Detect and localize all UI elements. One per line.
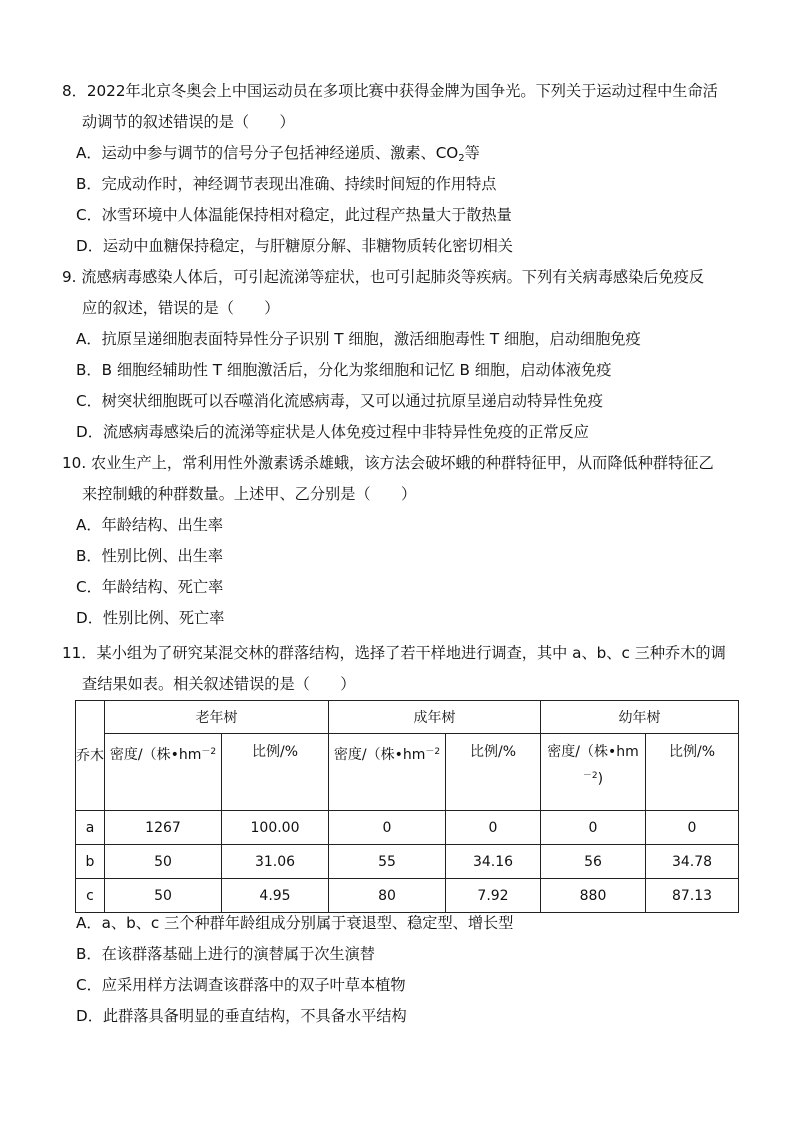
q11-option-b: B．在该群落基础上进行的演替属于次生演替	[76, 945, 375, 963]
table-cell: 0	[446, 811, 541, 845]
ratio-header-young: 比例/%	[646, 734, 739, 811]
row-name: c	[76, 879, 105, 913]
table-row	[76, 811, 739, 845]
q9-stem-line2: 应的叙述，错误的是（ ）	[82, 299, 280, 317]
q11-stem-line1: 11．某小组为了研究某混交林的群落结构，选择了若干样地进行调查，其中 a、b、c 三种乔木的调	[62, 644, 726, 662]
q10-option-a: A．年龄结构、出生率	[76, 516, 224, 534]
table-cell: 50	[105, 845, 222, 879]
q10-stem-line1: 10. 农业生产上，常利用性外激素诱杀雄蛾，该方法会破坏蛾的种群特征甲，从而降低种群特征乙	[62, 454, 714, 472]
question-11-options	[62, 908, 752, 1032]
density-label: 密度/（株•hm	[547, 744, 639, 760]
q10-stem-line2: 来控制蛾的种群数量。上述甲、乙分别是（ ）	[82, 485, 417, 503]
table-cell: 0	[541, 811, 646, 845]
question-10	[62, 448, 752, 634]
table-header-row	[76, 701, 739, 734]
q8-stem-line2: 动调节的叙述错误的是（ ）	[82, 113, 295, 131]
question-8	[62, 76, 752, 262]
density-header-old	[105, 734, 222, 811]
table-cell: 880	[541, 879, 646, 913]
q9-option-c: C．树突状细胞既可以吞噬消化流感病毒，又可以通过抗原呈递启动特异性免疫	[76, 392, 603, 410]
q10-option-d: D．性别比例、死亡率	[76, 609, 225, 627]
table-cell: 7.92	[446, 879, 541, 913]
q8-option-a-text: A．运动中参与调节的信号分子包括神经递质、激素、CO	[76, 144, 459, 162]
density-unit-sup: －2	[425, 747, 441, 757]
density-close-paren: )	[597, 771, 604, 787]
table-cell: 56	[541, 845, 646, 879]
table-cell: 0	[329, 811, 446, 845]
q8-stem-line1: 8．2022年北京冬奥会上中国运动员在多项比赛中获得金牌为国争光。下列关于运动过程中生命活	[62, 82, 718, 100]
q11-option-d: D．此群落具备明显的垂直结构，不具备水平结构	[76, 1007, 407, 1025]
ratio-header-adult: 比例/%	[446, 734, 541, 811]
table-cell: 1267	[105, 811, 222, 845]
q8-option-d: D．运动中血糖保持稳定，与肝糖原分解、非糖物质转化密切相关	[76, 237, 513, 255]
density-unit-sup: －2	[582, 771, 598, 781]
q10-option-b: B．性别比例、出生率	[76, 547, 224, 565]
density-label: 密度/（株•hm	[333, 747, 426, 763]
q10-option-c: C．年龄结构、死亡率	[76, 578, 224, 596]
q11-stem-line2: 查结果如表。相关叙述错误的是（ ）	[82, 675, 356, 693]
table-cell: 80	[329, 879, 446, 913]
q8-option-a-tail: 等	[464, 144, 480, 162]
density-header-young	[541, 734, 646, 811]
table-subheader-row	[76, 734, 739, 811]
question-9	[62, 262, 752, 448]
q9-option-b: B．B 细胞经辅助性 T 细胞激活后，分化为浆细胞和记忆 B 细胞，启动体液免疫	[76, 361, 612, 379]
table-cell: 31.06	[222, 845, 329, 879]
q11-option-a: A．a、b、c 三个种群年龄组成分别属于衰退型、稳定型、增长型	[76, 914, 514, 932]
group-adult-trees: 成年树	[329, 701, 541, 734]
survey-table	[75, 700, 739, 913]
table-row	[76, 845, 739, 879]
q8-option-a-subscript: 2	[458, 153, 465, 164]
density-header-adult	[329, 734, 446, 811]
question-11	[62, 638, 752, 700]
table-cell: 0	[646, 811, 739, 845]
ratio-header-old: 比例/%	[222, 734, 329, 811]
q8-option-a	[62, 138, 752, 169]
q8-option-b: B．完成动作时，神经调节表现出准确、持续时间短的作用特点	[76, 175, 497, 193]
table-cell: 100.00	[222, 811, 329, 845]
density-unit-sup: －2	[201, 747, 217, 757]
group-young-trees: 幼年树	[541, 701, 739, 734]
table-cell: 50	[105, 879, 222, 913]
row-name: b	[76, 845, 105, 879]
table-cell: 34.16	[446, 845, 541, 879]
tree-header-cell: 乔木	[76, 701, 105, 811]
group-old-trees: 老年树	[105, 701, 329, 734]
table-cell: 87.13	[646, 879, 739, 913]
table-cell: 4.95	[222, 879, 329, 913]
q11-option-c: C．应采用样方法调查该群落中的双子叶草本植物	[76, 976, 406, 994]
row-name: a	[76, 811, 105, 845]
table-cell: 34.78	[646, 845, 739, 879]
q8-option-c: C．冰雪环境中人体温能保持相对稳定，此过程产热量大于散热量	[76, 206, 512, 224]
q9-stem-line1: 9. 流感病毒感染人体后，可引起流涕等症状，也可引起肺炎等疾病。下列有关病毒感染后免疫反	[62, 268, 705, 286]
table-cell: 55	[329, 845, 446, 879]
density-label: 密度/（株•hm	[109, 747, 202, 763]
q9-option-a: A．抗原呈递细胞表面特异性分子识别 T 细胞，激活细胞毒性 T 细胞，启动细胞免疫	[76, 330, 641, 348]
q9-option-d: D．流感病毒感染后的流涕等症状是人体免疫过程中非特异性免疫的正常反应	[76, 423, 589, 441]
